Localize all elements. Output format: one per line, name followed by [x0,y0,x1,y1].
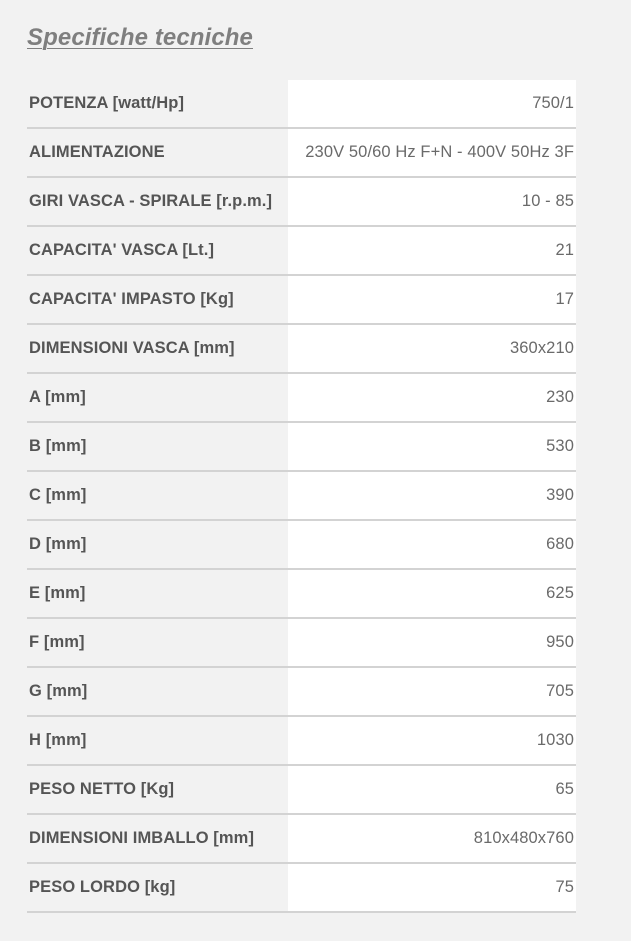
spec-value: 530 [288,422,576,471]
spec-value: 65 [288,765,576,814]
spec-label: GIRI VASCA - SPIRALE [r.p.m.] [27,177,288,226]
table-row [27,422,576,471]
spec-value: 680 [288,520,576,569]
spec-label: G [mm] [27,667,288,716]
table-row [27,226,576,275]
spec-label: A [mm] [27,373,288,422]
table-row [27,618,576,667]
table-row [27,520,576,569]
spec-value: 750/1 [288,80,576,128]
spec-label: CAPACITA' VASCA [Lt.] [27,226,288,275]
table-row [27,373,576,422]
table-row [27,569,576,618]
table-row [27,177,576,226]
table-row [27,128,576,177]
spec-table [27,80,576,913]
spec-label: B [mm] [27,422,288,471]
spec-value: 1030 [288,716,576,765]
table-row [27,324,576,373]
spec-value: 390 [288,471,576,520]
spec-label: C [mm] [27,471,288,520]
table-row [27,80,576,128]
spec-label: PESO LORDO [kg] [27,863,288,912]
table-row [27,814,576,863]
spec-value: 21 [288,226,576,275]
spec-label: DIMENSIONI VASCA [mm] [27,324,288,373]
page-title: Specifiche tecniche [27,24,253,51]
spec-label: D [mm] [27,520,288,569]
spec-label: DIMENSIONI IMBALLO [mm] [27,814,288,863]
table-row [27,667,576,716]
spec-label: H [mm] [27,716,288,765]
spec-value: 230V 50/60 Hz F+N - 400V 50Hz 3F [288,128,576,177]
table-row [27,765,576,814]
table-row [27,716,576,765]
table-row [27,275,576,324]
spec-label: ALIMENTAZIONE [27,128,288,177]
spec-value: 10 - 85 [288,177,576,226]
spec-value: 17 [288,275,576,324]
spec-value: 75 [288,863,576,912]
spec-label: CAPACITA' IMPASTO [Kg] [27,275,288,324]
spec-value: 360x210 [288,324,576,373]
spec-table-body [27,80,576,912]
spec-label: PESO NETTO [Kg] [27,765,288,814]
spec-label: F [mm] [27,618,288,667]
spec-value: 625 [288,569,576,618]
spec-value: 705 [288,667,576,716]
table-row [27,471,576,520]
spec-label: E [mm] [27,569,288,618]
spec-value: 810x480x760 [288,814,576,863]
table-row [27,863,576,912]
spec-value: 230 [288,373,576,422]
spec-label: POTENZA [watt/Hp] [27,80,288,128]
spec-value: 950 [288,618,576,667]
